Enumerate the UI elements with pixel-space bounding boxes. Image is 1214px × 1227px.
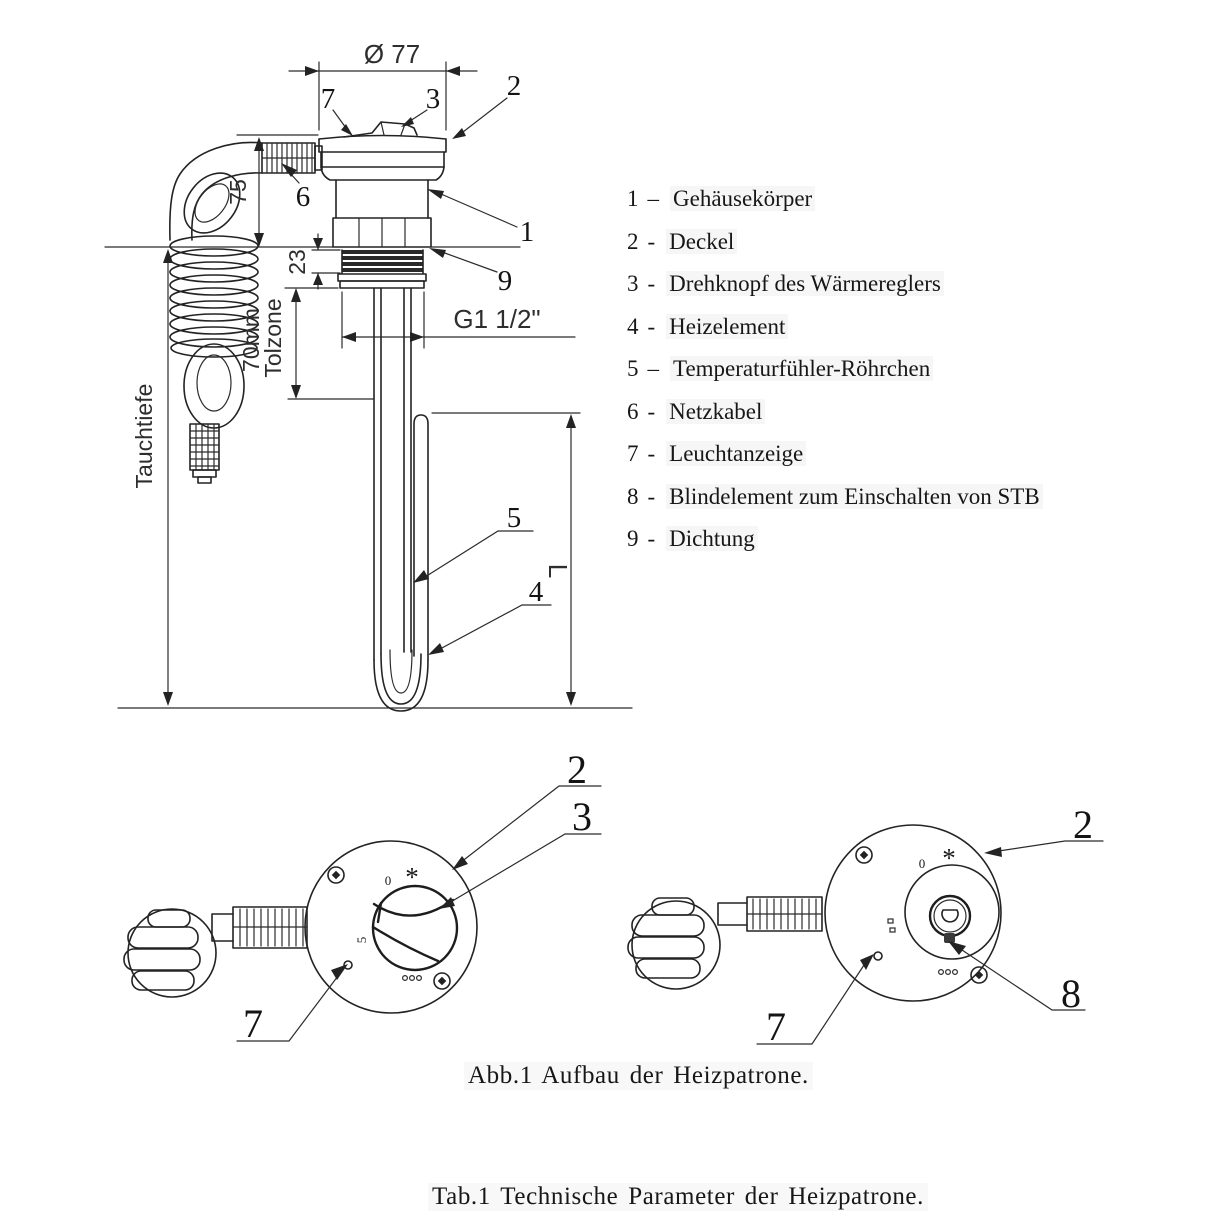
blind-element-inner [934, 900, 966, 932]
callout-sensor-tube [413, 502, 533, 583]
table-title: Tab.1 Technische Parameter der Heizpatrone. [428, 1183, 928, 1211]
frost-setting-icon: * [405, 862, 419, 892]
legend-separator: - [647, 228, 656, 254]
power-plug [190, 424, 219, 483]
zero-setting-mark: 0 [384, 873, 392, 888]
thread-size-dimension [342, 292, 575, 348]
thread-depth-label: 23 [284, 249, 310, 275]
callout-heating-element [428, 576, 551, 655]
legend-number: 1 [627, 186, 639, 211]
callout-sensor-number: 5 [506, 502, 522, 534]
br-lamp-number: 7 [766, 1004, 786, 1049]
bl-cover-number: 2 [567, 747, 587, 792]
diameter-dimension [289, 39, 477, 130]
bl-callout-lamp [237, 964, 348, 1046]
legend-item [627, 485, 1043, 509]
callout-housing-number: 1 [519, 216, 535, 248]
legend-separator: – [647, 356, 659, 381]
legend-separator: – [647, 186, 659, 211]
bottom-left-view [124, 747, 601, 1046]
legend-separator: - [647, 441, 656, 466]
tolerance-zone-dimension [238, 288, 374, 399]
bottom-right-plug [628, 898, 720, 989]
legend-separator: - [647, 526, 656, 551]
legend-number: 3 [627, 271, 639, 296]
br-callout-lamp [757, 954, 874, 1049]
br-blind-number: 8 [1061, 971, 1081, 1016]
br-callout-blind [948, 941, 1085, 1016]
legend-label: Blindelement zum Einschalten von STB [666, 484, 1043, 509]
legend-label: Dichtung [666, 526, 758, 551]
legend-item [627, 230, 1043, 254]
callout-cover-number: 2 [506, 70, 522, 102]
setting-dots [403, 976, 422, 981]
callout-gasket-number: 9 [497, 265, 513, 297]
bl-callout-knob [439, 794, 601, 909]
legend-separator: - [647, 483, 656, 509]
legend-label: Netzkabel [666, 399, 765, 424]
diameter-label: Ø 77 [363, 39, 421, 69]
tolerance-value-label: 70mm [238, 308, 264, 372]
legend-item [627, 527, 1043, 551]
immersion-depth-label: Tauchtiefe [131, 383, 157, 489]
blind-element-outer [930, 896, 970, 936]
indicator-lamp-dot-right [874, 952, 882, 960]
legend-number: 9 [627, 526, 639, 551]
legend-separator: - [647, 271, 656, 296]
legend-number: 6 [627, 398, 639, 424]
screw-top-left-right-view [856, 847, 872, 863]
element-length-label: L [543, 563, 573, 579]
screw-bottom-right-right-view [971, 967, 987, 983]
element-length-dimension [432, 413, 580, 706]
callout-lamp [321, 83, 353, 136]
legend-label: Heizelement [666, 314, 788, 339]
callout-lamp-number: 7 [320, 83, 336, 115]
cap-outline [319, 122, 446, 218]
legend-item [627, 187, 1043, 211]
five-setting-mark: 5 [354, 936, 369, 944]
legend-number: 8 [627, 483, 639, 509]
bottom-left-cable [124, 907, 307, 997]
screw-bottom-right [434, 973, 450, 989]
legend-item [627, 442, 1043, 466]
tiny-square-marks [888, 919, 895, 932]
bl-knob-number: 3 [572, 794, 592, 839]
legend-item [627, 400, 1043, 424]
legend-label: Drehknopf des Wärmereglers [666, 271, 944, 296]
cover-face-circle-right [825, 825, 1001, 1001]
zero-setting-mark-right: 0 [918, 856, 926, 871]
legend-number: 7 [627, 441, 639, 466]
legend-item [627, 357, 1043, 381]
legend-item [627, 272, 1043, 296]
sensor-tube [414, 415, 428, 660]
bottom-right-view [628, 802, 1103, 1049]
legend-number: 2 [627, 228, 639, 254]
legend-label: Leuchtanzeige [666, 441, 806, 466]
bottom-right-cable [628, 897, 822, 989]
legend-number: 5 [627, 356, 639, 381]
thread-depth-dimension [284, 234, 340, 289]
gland-height-label: 75 [225, 179, 251, 205]
immersion-depth-dimension [131, 249, 173, 706]
callout-gasket [429, 248, 512, 297]
frost-setting-icon-right: * [942, 843, 956, 873]
br-cover-number: 2 [1073, 802, 1093, 847]
callout-cable-number: 6 [295, 181, 311, 213]
cover-face-circle [305, 841, 477, 1013]
bottom-left-plug [124, 909, 216, 997]
legend-item [627, 315, 1043, 339]
heating-element-tubes [374, 288, 428, 711]
callout-knob-number: 3 [425, 83, 441, 115]
callout-housing [427, 189, 534, 248]
br-callout-cover [984, 802, 1103, 857]
bl-lamp-number: 7 [243, 1001, 263, 1046]
callout-knob [401, 83, 440, 127]
figure-caption: Abb.1 Aufbau der Heizpatrone. [464, 1062, 813, 1090]
legend-number: 4 [627, 313, 639, 339]
tolerance-zone-label: Tolzone [260, 298, 286, 378]
screw-top-left [328, 867, 344, 883]
callout-cable [281, 163, 310, 213]
legend-label: Gehäusekörper [670, 186, 815, 211]
hex-nut [333, 218, 431, 247]
callout-heating-number: 4 [528, 576, 544, 608]
main-section-view [105, 39, 632, 711]
legend-separator: - [647, 313, 656, 339]
legend-label: Temperaturfühler-Röhrchen [670, 356, 933, 381]
blind-element-slot [942, 910, 958, 922]
setting-dots-right [939, 970, 958, 975]
legend-label: Deckel [666, 229, 737, 254]
parts-legend [627, 187, 1043, 570]
thermostat-knob-circle [373, 886, 457, 970]
thread-and-washer [338, 250, 426, 288]
legend-separator: - [647, 398, 656, 424]
callout-cover [452, 70, 521, 139]
thread-size-label: G1 1/2" [453, 304, 541, 334]
